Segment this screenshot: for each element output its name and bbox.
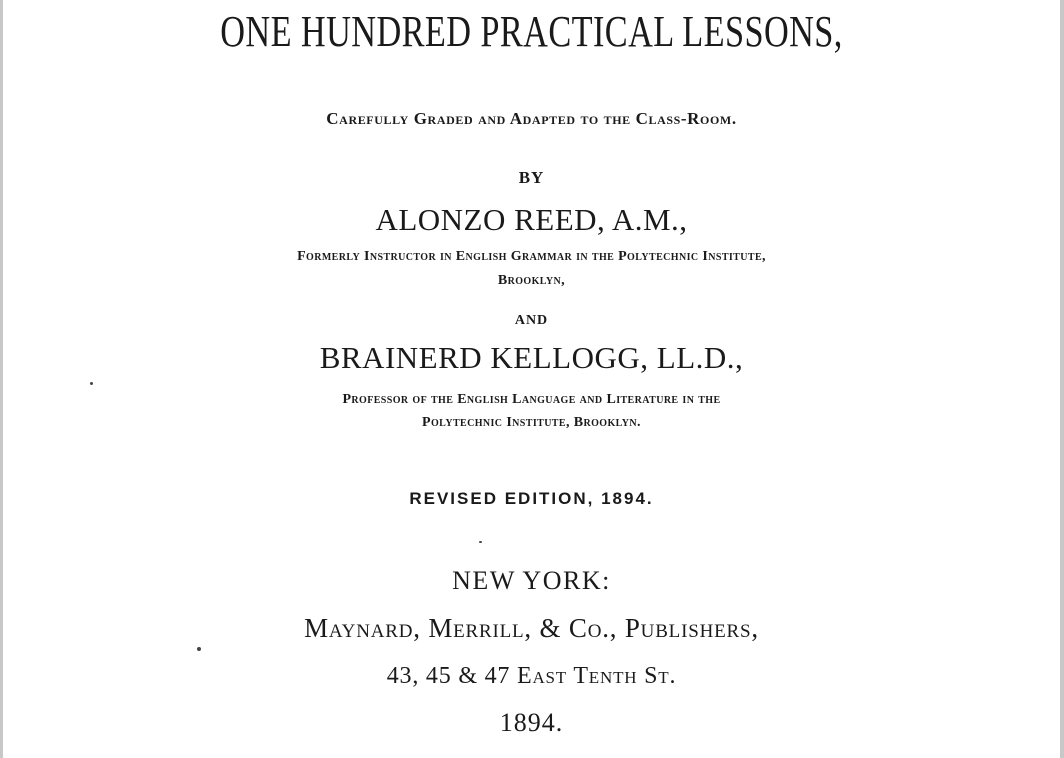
- scan-speck: [479, 541, 482, 543]
- edition-line: REVISED EDITION, 1894.: [409, 489, 654, 508]
- author2-location: Polytechnic Institute, Brooklyn.: [422, 415, 641, 430]
- publisher-name: Maynard, Merrill, & Co., Publishers,: [304, 613, 759, 643]
- publisher-city: NEW YORK:: [452, 566, 611, 595]
- window-border-right: [1060, 0, 1064, 758]
- and-label: AND: [514, 313, 549, 328]
- scan-speck: [90, 382, 93, 385]
- publisher-address: 43, 45 & 47 East Tenth St.: [386, 663, 677, 689]
- author2-name: BRAINERD KELLOGG, LL.D.,: [319, 340, 744, 375]
- scan-speck: [197, 647, 201, 651]
- book-title-page: [3, 0, 1060, 758]
- subtitle: Carefully Graded and Adapted to the Class-Room.: [326, 109, 737, 128]
- author1-name: ALONZO REED, A.M.,: [375, 202, 688, 237]
- by-label: BY: [518, 168, 545, 187]
- author1-location: Brooklyn,: [497, 273, 566, 288]
- main-title: ONE HUNDRED PRACTICAL LESSONS,: [220, 7, 843, 56]
- author1-description: Formerly Instructor in English Grammar in the Polytechnic Institute,: [297, 249, 766, 264]
- publication-year: 1894.: [499, 708, 564, 737]
- author2-description: Professor of the English Language and Literature in the: [342, 392, 721, 407]
